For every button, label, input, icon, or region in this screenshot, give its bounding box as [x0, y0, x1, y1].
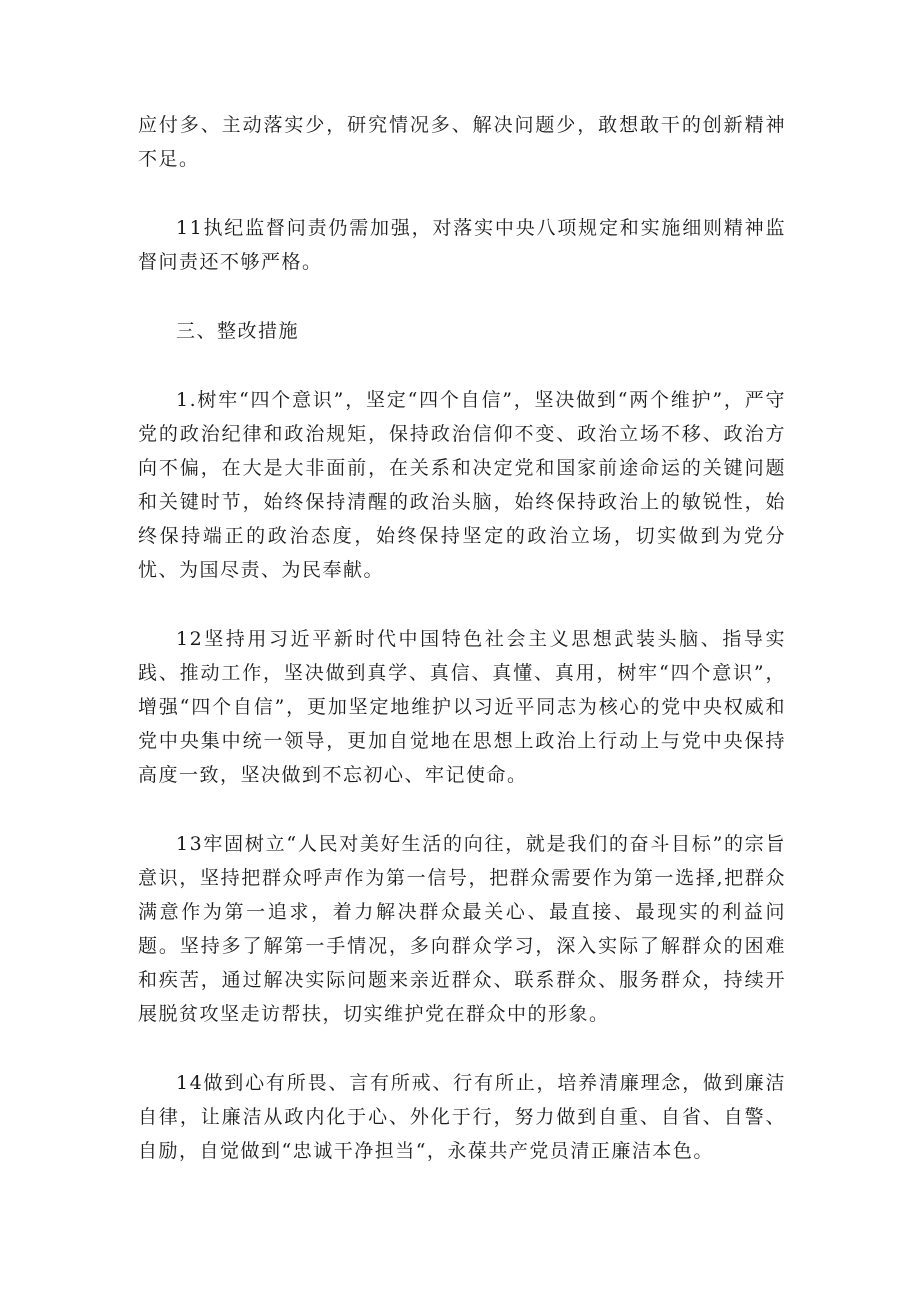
paragraph-item-11: 11执纪监督问责仍需加强，对落实中央八项规定和实施细则精神监督问责还不够严格。	[138, 217, 786, 273]
paragraph-item-12: 12坚持用习近平新时代中国特色社会主义思想武装头脑、指导实践、推动工作，坚决做到真学、真信、真懂、真用，树牢“四个意识”，增强“四个自信”，更加坚定地维护以习近平同志为核心的党中央权威和党中央集中统一领导，更加自觉地在思想上政治上行动上与党中央保持高度一致，坚决做到不忘初心、牢记使命。	[138, 628, 786, 786]
paragraph-item-13: 13牢固树立“人民对美好生活的向往，就是我们的奋斗目标”的宗旨意识，坚持把群众呼声作为第一信号，把群众需要作为第一选择,把群众满意作为第一追求，着力解决群众最关心、最直接、最现实的利益问题。坚持多了解第一手情况，多向群众学习，深入实际了解群众的困难和疾苦，通过解决实际问题来亲近群众、联系群众、服务群众，持续开展脱贫攻坚走访帮扶，切实维护党在群众中的形象。	[138, 833, 786, 1025]
section-heading: 三、整改措施	[176, 320, 300, 342]
paragraph-item-14: 14做到心有所畏、言有所戒、行有所止，培养清廉理念，做到廉洁自律，让廉洁从政内化于心、外化于行，努力做到自重、自省、自警、自励，自觉做到“忠诚干净担当“，永葆共产党员清正廉洁本色。	[138, 1072, 786, 1162]
paragraph-item-1: 1.树牢“四个意识”，坚定“四个自信”，坚决做到“两个维护”，严守党的政治纪律和政治规矩，保持政治信仰不变、政治立场不移、政治方向不偏，在大是大非面前，在关系和决定党和国家前途命运的关键问题和关键时节，始终保持清醒的政治头脑，始终保持政治上的敏锐性，始终保持端正的政治态度，始终保持坚定的政治立场，切实做到为党分忧、为国尽责、为民奉献。	[138, 389, 786, 581]
paragraph-continuation: 应付多、主动落实少，研究情况多、解决问题少，敢想敢干的创新精神不足。	[138, 114, 786, 170]
